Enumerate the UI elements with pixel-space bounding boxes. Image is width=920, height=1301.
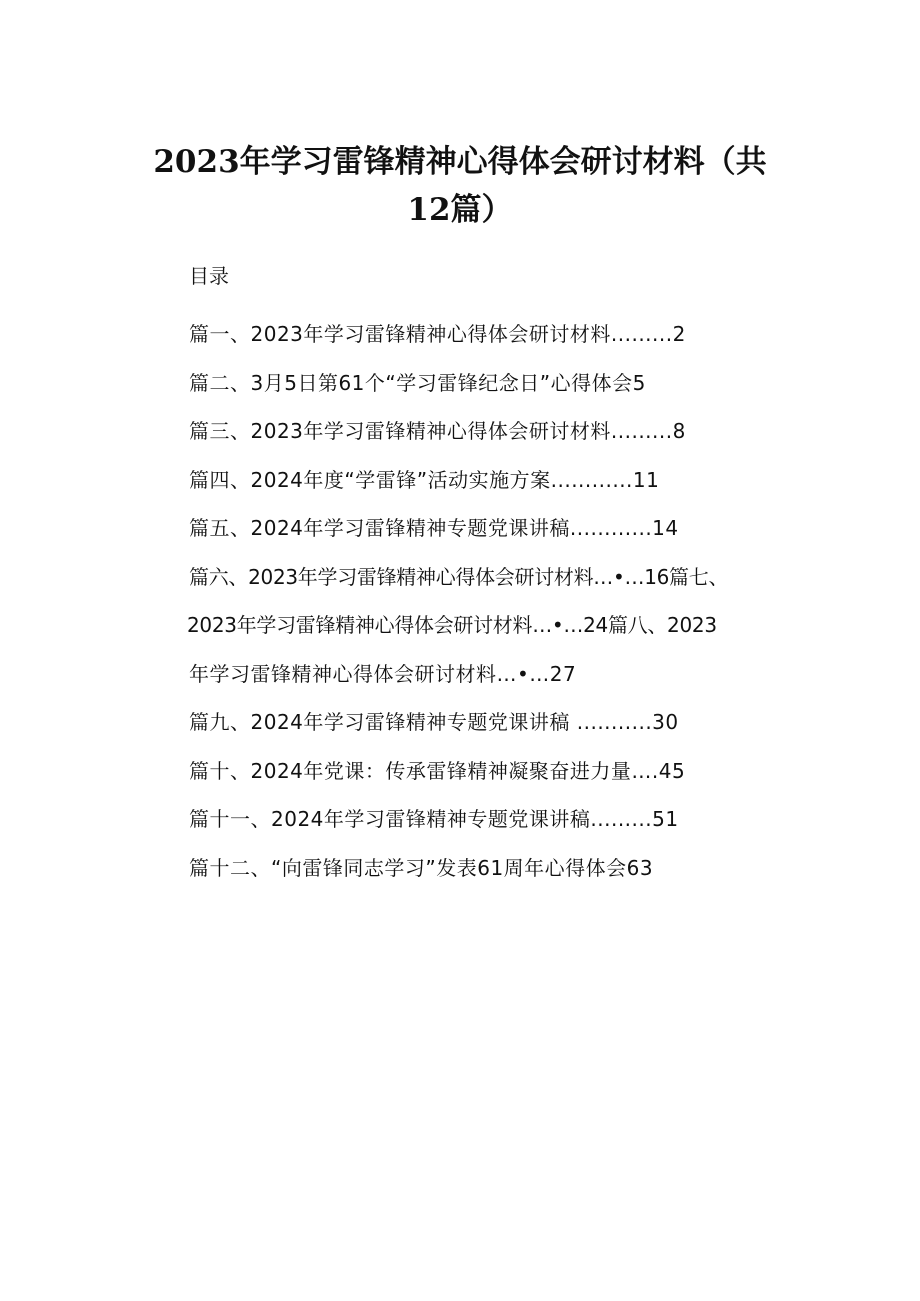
toc-entry-12[interactable]: 篇十二、“向雷锋同志学习”发表61周年心得体会63 bbox=[189, 855, 654, 880]
toc-entry-9[interactable]: 篇九、2024年学习雷锋精神专题党课讲稿 ...........30 bbox=[189, 710, 679, 734]
toc-entry-2[interactable]: 篇二、3月5日第61个“学习雷锋纪念日”心得体会5 bbox=[189, 370, 646, 395]
toc-entry-4[interactable]: 篇四、2024年度“学雷锋”活动实施方案............11 bbox=[189, 467, 660, 492]
document-title-line-2: 12篇） bbox=[407, 192, 513, 228]
document-title bbox=[140, 138, 780, 234]
table-of-contents bbox=[189, 310, 799, 892]
toc-entry-10[interactable]: 篇十、2024年党课：传承雷锋精神凝聚奋进力量….45 bbox=[189, 758, 686, 783]
toc-heading: 目录 bbox=[189, 264, 229, 288]
toc-entry-6[interactable]: 篇六、2023年学习雷锋精神心得体会研讨材料…•…16篇七、 bbox=[189, 564, 729, 589]
toc-entry-5[interactable]: 篇五、2024年学习雷锋精神专题党课讲稿............14 bbox=[189, 516, 679, 540]
toc-entry-11[interactable]: 篇十一、2024年学习雷锋精神专题党课讲稿.........51 bbox=[189, 807, 679, 831]
toc-entry-8[interactable]: 年学习雷锋精神心得体会研讨材料…•…27 bbox=[189, 661, 577, 686]
toc-entry-3[interactable]: 篇三、2023年学习雷锋精神心得体会研讨材料.........8 bbox=[189, 419, 686, 443]
toc-entry-1[interactable]: 篇一、2023年学习雷锋精神心得体会研讨材料.........2 bbox=[189, 322, 686, 346]
document-title-line-1: 2023年学习雷锋精神心得体会研讨材料（共 bbox=[153, 144, 767, 180]
toc-entry-7[interactable]: 2023年学习雷锋精神心得体会研讨材料…•…24篇八、2023 bbox=[187, 613, 717, 637]
